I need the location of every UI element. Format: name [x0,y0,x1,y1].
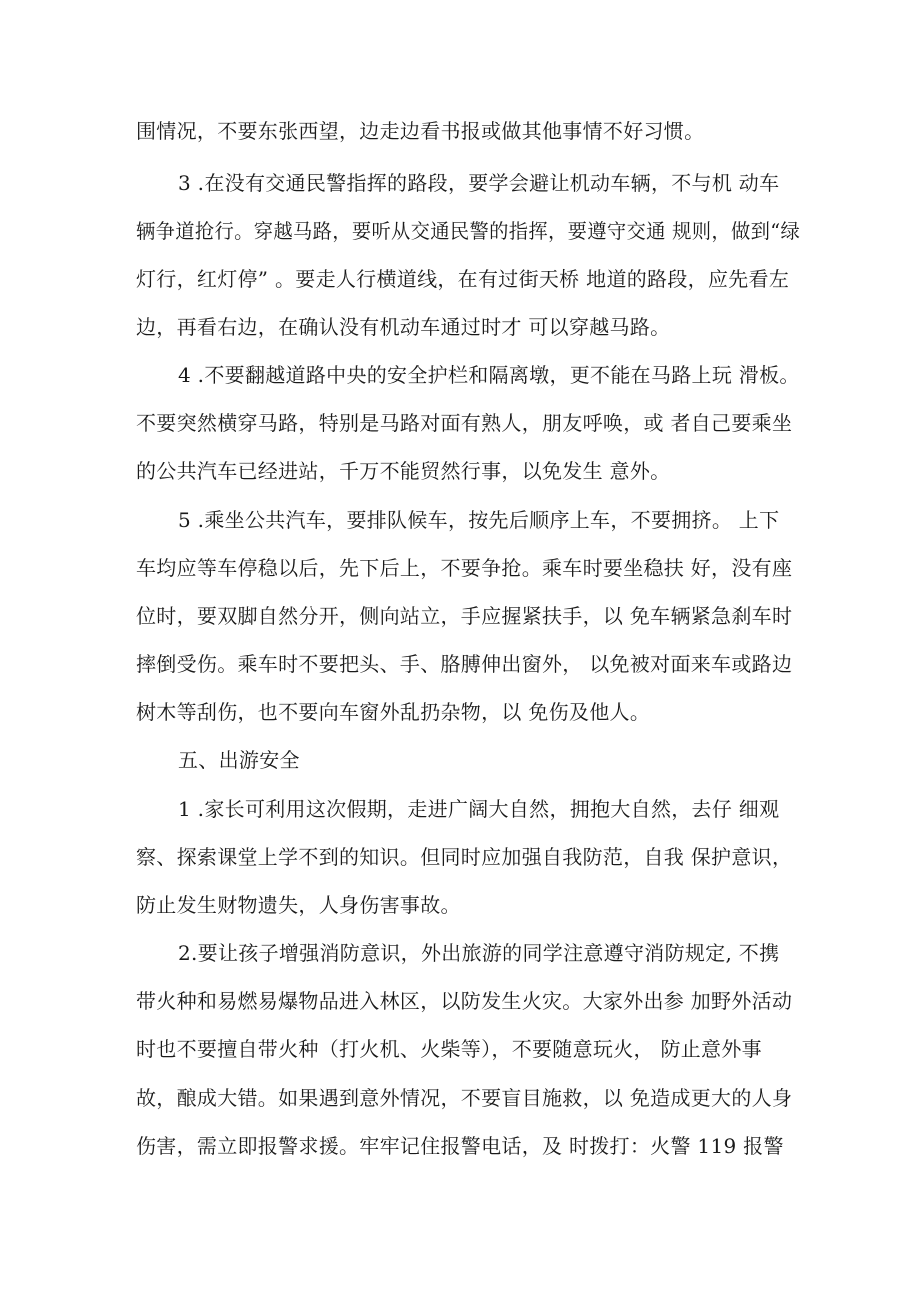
text-line: 带火种和易燃易爆物品进入林区，以防发生火灾。大家外出参 加野外活动 [136,989,793,1013]
section-heading: 五、出游安全 [178,748,300,772]
text-line: 防止发生财物遗失，人身伤害事故。 [136,893,461,917]
text-line: 围情况，不要东张西望，边走边看书报或做其他事情不好习惯。 [136,119,705,143]
paragraph-outing-1-start: 1 .家长可利用这次假期，走进广阔大自然，拥抱大自然，去仔 细观 [178,797,780,821]
text-line: 察、探索课堂上学不到的知识。但同时应加强自我防范，自我 保护意识， [136,845,793,869]
text-line: 不要突然横穿马路，特别是马路对面有熟人，朋友呼唤，或 者自己要乘坐 [136,411,793,435]
text-line: 边，再看右边，在确认没有机动车通过时才 可以穿越马路。 [136,315,671,339]
text-line: 车均应等车停稳以后，先下后上，不要争抢。乘车时要坐稳扶 好，没有座 [136,556,793,580]
text-line: 辆争道抢行。穿越马路，要听从交通民警的指挥，要遵守交通 规则，做到“绿 [136,219,801,243]
paragraph-5-start: 5 .乘坐公共汽车，要排队候车，按先后顺序上车，不要拥挤。 上下 [178,508,780,532]
text-line: 伤害，需立即报警求援。牢牢记住报警电话，及 时拨打：火警 119 报警 [136,1134,784,1158]
text-line: 树木等刮伤，也不要向车窗外乱扔杂物，以 免伤及他人。 [136,700,651,724]
text-line: 时也不要擅自带火种（打火机、火柴等），不要随意玩火， 防止意外事 [136,1037,762,1061]
text-line: 故，酿成大错。如果遇到意外情况，不要盲目施救，以 免造成更大的人身 [136,1086,793,1110]
paragraph-outing-2-start: 2.要让孩子增强消防意识，外出旅游的同学注意遵守消防规定, 不携 [178,941,780,965]
paragraph-3-start: 3 .在没有交通民警指挥的路段，要学会避让机动车辆，不与机 动车 [178,171,780,195]
text-line: 摔倒受伤。乘车时不要把头、手、胳膊伸出窗外， 以免被对面来车或路边 [136,652,793,676]
text-line: 的公共汽车已经进站，千万不能贸然行事，以免发生 意外。 [136,459,671,483]
paragraph-4-start: 4 .不要翻越道路中央的安全护栏和隔离墩，更不能在马路上玩 滑板。 [178,363,800,387]
text-line: 灯行，红灯停” 。要走人行横道线，在有过街天桥 地道的路段，应先看左 [136,267,790,291]
text-line: 位时，要双脚自然分开，侧向站立，手应握紧扶手，以 免车辆紧急刹车时 [136,604,793,628]
